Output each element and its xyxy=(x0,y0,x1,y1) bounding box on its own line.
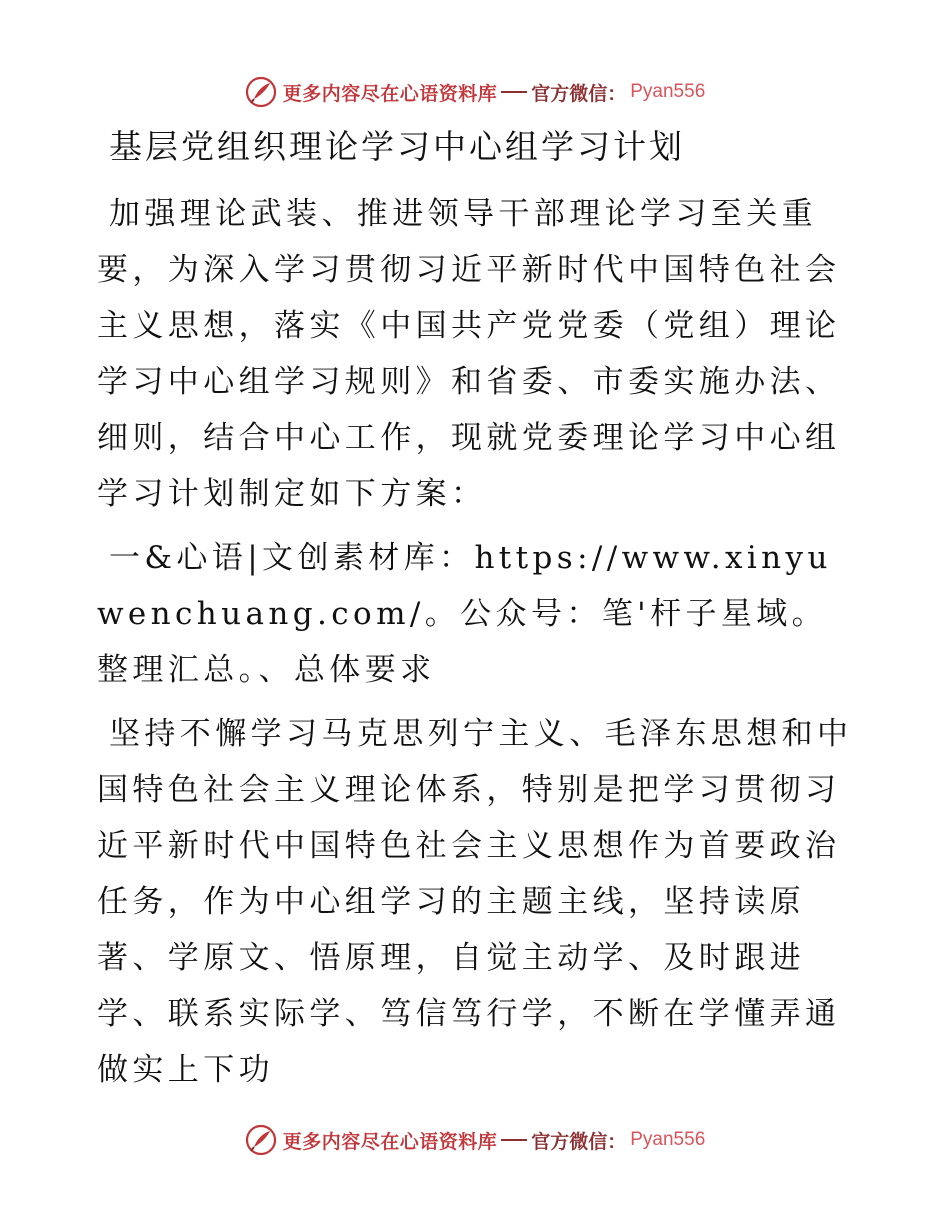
quill-pen-logo-icon xyxy=(245,1124,277,1156)
watermark-wechat-id: Pyan556 xyxy=(630,81,706,102)
paragraph-requirements: 坚持不懈学习马克思列宁主义、毛泽东思想和中国特色社会主义理论体系，特别是把学习贯彻习近平新时代中国特色社会主义思想作为首要政治任务，作为中心组学习的主题主线，坚持读原著、学原文、悟原理，自觉主动学、及时跟进学、联系实际学、笃信笃行学，不断在学懂弄通做实上下功 xyxy=(97,716,853,1088)
watermark-banner-bottom xyxy=(0,1120,950,1160)
watermark-text: 更多内容尽在心语资料库 xyxy=(282,82,498,105)
watermark-divider xyxy=(501,91,527,93)
quill-pen-logo-icon xyxy=(245,76,277,108)
paragraph-intro: 加强理论武装、推进领导干部理论学习至关重要，为深入学习贯彻习近平新时代中国特色社会主义思想，落实《中国共产党党委（党组）理论学习中心组学习规则》和省委、市委实施办法、细则，结合中心工作，现就党委理论学习中心组学习计划制定如下方案： xyxy=(97,196,841,512)
watermark-wechat-label: 官方微信： xyxy=(531,82,627,105)
watermark-text: 更多内容尽在心语资料库 xyxy=(282,1130,498,1153)
watermark-wechat-id: Pyan556 xyxy=(630,1129,706,1150)
watermark-divider xyxy=(501,1139,527,1141)
document-body xyxy=(97,122,857,1098)
watermark-banner-top xyxy=(0,72,950,112)
paragraph-section-heading: 一&心语|文创素材库：https://www.xinyuwenchuang.com/。公众号：笔'杆子星域。整理汇总。、总体要求 xyxy=(97,540,832,688)
document-title: 基层党组织理论学习中心组学习计划 xyxy=(109,127,685,166)
watermark-wechat-label: 官方微信： xyxy=(531,1130,627,1153)
